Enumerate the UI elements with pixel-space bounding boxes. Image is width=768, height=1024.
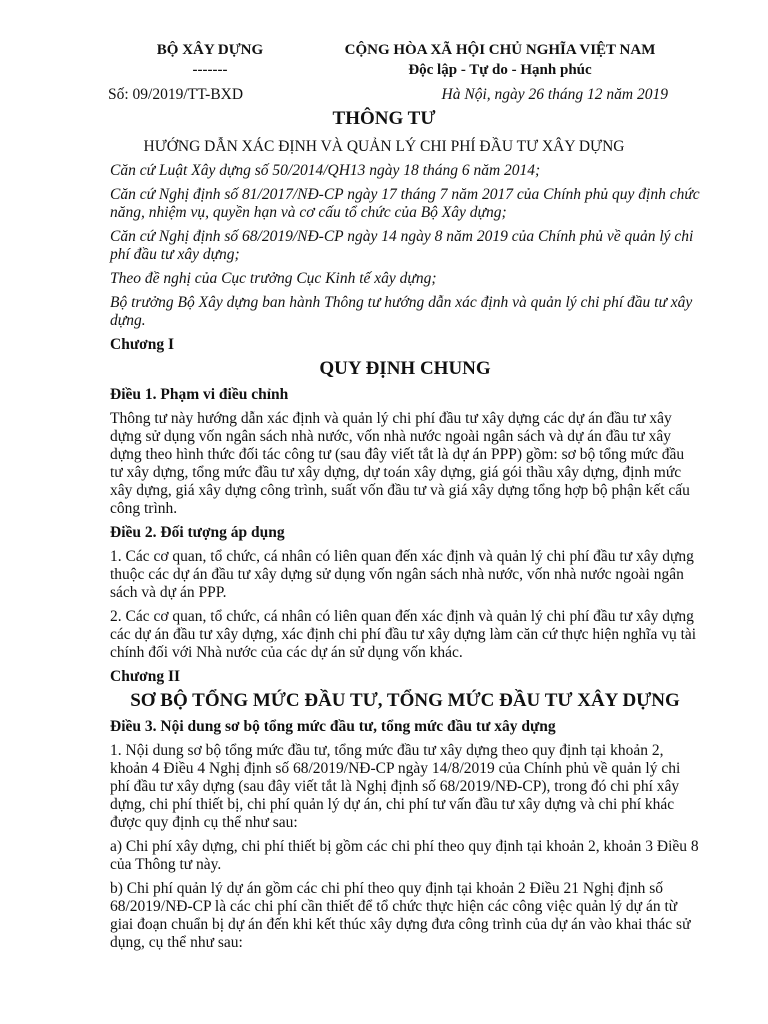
- article-heading: Điều 2. Đối tượng áp dụng: [110, 524, 285, 541]
- national-header: [322, 40, 678, 80]
- republic-name: CỘNG HÒA XÃ HỘI CHỦ NGHĨA VIỆT NAM: [344, 42, 656, 58]
- place-date: Hà Nội, ngày 26 tháng 12 năm 2019: [441, 86, 668, 103]
- article-paragraph: Thông tư này hướng dẫn xác định và quản lý chi phí đầu tư xây dựng các dự án đầu tư xây dựng sử dụng vốn ngân sách nhà nước, vốn nhà nước ngoài ngân sách và dự án đầu tư xây dựng theo hình thức đối tác công tư (sau đây viết tắt là dự án PPP) gồm: sơ bộ tổng mức đầu tư xây dựng, tổng mức đầu tư xây dựng, dự toán xây dựng, giá gói thầu xây dựng, định mức xây dựng, giá xây dựng công trình, suất vốn đầu tư và giá xây dựng tổng hợp bộ phận kết cấu công trình.: [110, 410, 690, 517]
- preamble-line: Căn cứ Nghị định số 68/2019/NĐ-CP ngày 14 ngày 8 năm 2019 của Chính phủ về quản lý chi phí đầu tư xây dựng;: [110, 228, 694, 263]
- document-number: Số: 09/2019/TT-BXD: [108, 86, 244, 103]
- document-subtitle: HƯỚNG DẪN XÁC ĐỊNH VÀ QUẢN LÝ CHI PHÍ ĐẦU TƯ XÂY DỰNG: [143, 138, 625, 155]
- article-paragraph: 2. Các cơ quan, tổ chức, cá nhân có liên quan đến xác định và quản lý chi phí đầu tư xây dựng các dự án đầu tư xây dựng, xác định chi phí đầu tư xây dựng làm căn cứ thực hiện nghĩa vụ tài chính đối với Nhà nước của các dự án sử dụng vốn khác.: [110, 608, 697, 661]
- preamble-line: Căn cứ Nghị định số 81/2017/NĐ-CP ngày 17 tháng 7 năm 2017 của Chính phủ quy định chức năng, nhiệm vụ, quyền hạn và cơ cấu tổ chức của Bộ Xây dựng;: [110, 186, 700, 221]
- national-motto: Độc lập - Tự do - Hạnh phúc: [408, 62, 592, 78]
- header-dashes: -------: [192, 62, 228, 78]
- preamble-line: Theo đề nghị của Cục trưởng Cục Kinh tế xây dựng;: [110, 270, 437, 287]
- article-paragraph: 1. Các cơ quan, tổ chức, cá nhân có liên quan đến xác định và quản lý chi phí đầu tư xây dựng thuộc các dự án đầu tư xây dựng sử dụng vốn ngân sách nhà nước, vốn nhà nước ngoài ngân sách và dự án PPP.: [110, 548, 694, 601]
- issuer-block: [110, 40, 310, 80]
- article-heading: Điều 1. Phạm vi điều chỉnh: [110, 386, 289, 403]
- preamble-line: Căn cứ Luật Xây dựng số 50/2014/QH13 ngày 18 tháng 6 năm 2014;: [110, 162, 541, 179]
- chapter-label: Chương II: [110, 668, 181, 685]
- chapter-title: QUY ĐỊNH CHUNG: [319, 358, 491, 379]
- document-title: THÔNG TƯ: [332, 108, 436, 129]
- chapter-label: Chương I: [110, 336, 174, 353]
- article-paragraph: a) Chi phí xây dựng, chi phí thiết bị gồm các chi phí theo quy định tại khoản 2, khoản 3 Điều 8 của Thông tư này.: [110, 838, 699, 873]
- article-heading: Điều 3. Nội dung sơ bộ tổng mức đầu tư, tổng mức đầu tư xây dựng: [110, 718, 556, 735]
- chapter-title: SƠ BỘ TỔNG MỨC ĐẦU TƯ, TỔNG MỨC ĐẦU TƯ XÂY DỰNG: [130, 690, 680, 711]
- preamble-line: Bộ trưởng Bộ Xây dựng ban hành Thông tư hướng dẫn xác định và quản lý chi phí đầu tư xây dựng.: [110, 294, 693, 329]
- article-paragraph: 1. Nội dung sơ bộ tổng mức đầu tư, tổng mức đầu tư xây dựng theo quy định tại khoản 2, khoản 4 Điều 4 Nghị định số 68/2019/NĐ-CP ngày 14/8/2019 của Chính phủ về quản lý chi phí đầu tư xây dựng (sau đây viết tắt là Nghị định số 68/2019/NĐ-CP), trong đó chi phí xây dựng, chi phí thiết bị, chi phí quản lý dự án, chi phí tư vấn đầu tư xây dựng và chi phí khác được quy định cụ thể như sau:: [110, 742, 681, 831]
- article-paragraph: b) Chi phí quản lý dự án gồm các chi phí theo quy định tại khoản 2 Điều 21 Nghị định số 68/2019/NĐ-CP là các chi phí cần thiết để tổ chức thực hiện các công việc quản lý dự án từ giai đoạn chuẩn bị dự án đến khi kết thúc xây dựng đưa công trình của dự án vào khai thác sử dụng, cụ thể như sau:: [110, 880, 691, 951]
- document-body: [110, 162, 700, 958]
- ministry-name: BỘ XÂY DỰNG: [156, 42, 264, 58]
